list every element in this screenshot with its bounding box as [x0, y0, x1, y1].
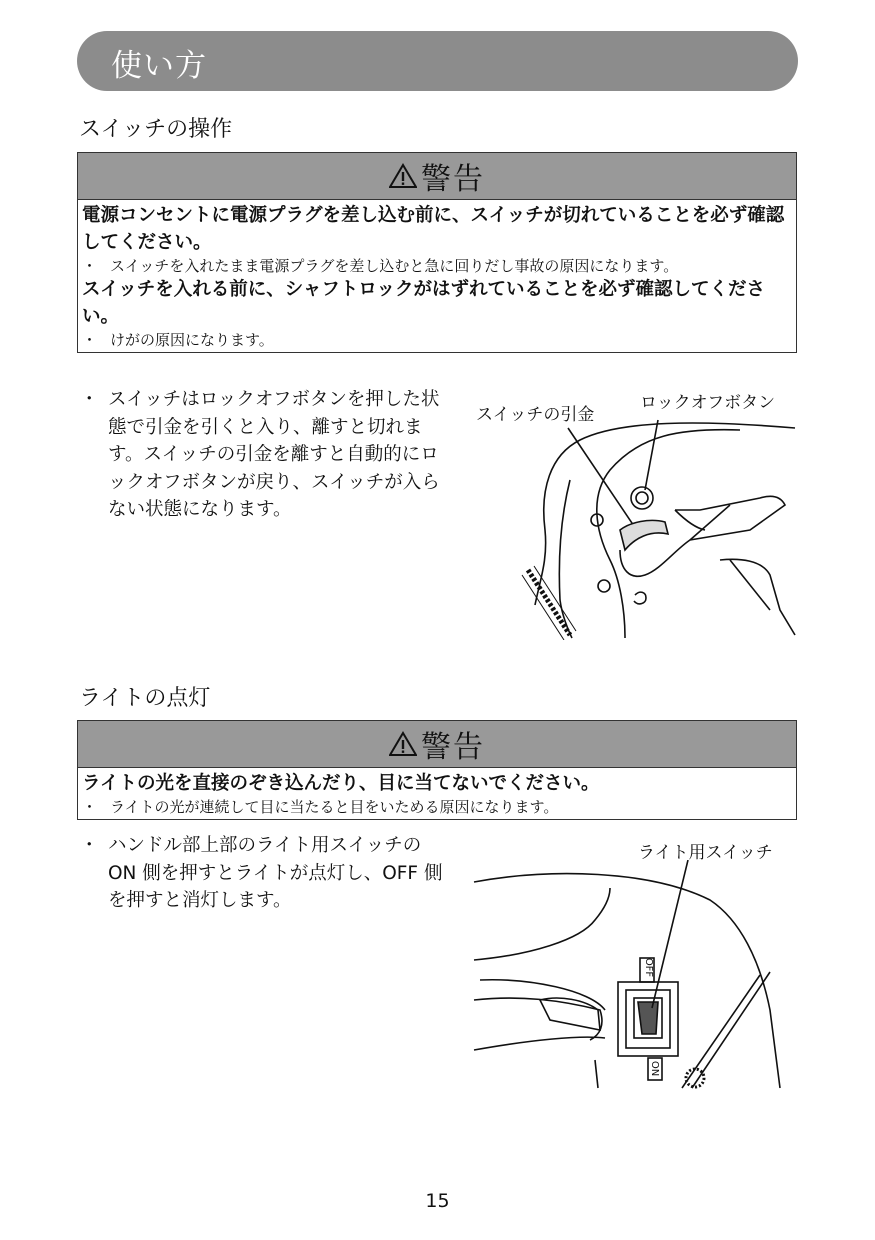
warning-header	[78, 153, 796, 200]
warning-text: ライトの光を直接のぞき込んだり、目に当てないでください。	[82, 773, 600, 794]
page-number: 15	[425, 1190, 450, 1212]
chapter-title: 使い方	[111, 48, 207, 84]
warning-note	[82, 256, 790, 276]
warning-note-text: スイッチを入れたまま電源プラグを差し込むと急に回りだし事故の原因になります。	[110, 257, 679, 275]
warning-box-light	[77, 720, 797, 820]
label-off: OFF	[643, 957, 655, 978]
warning-triangle-icon	[389, 731, 417, 757]
section-title-light: ライトの点灯	[79, 686, 211, 711]
label-lockoff-button: ロックオフボタン	[640, 393, 776, 413]
warning-box-switch	[77, 152, 797, 353]
bullet: ・	[82, 257, 98, 275]
light-instructions-text: ハンドル部上部のライト用スイッチの ON 側を押すとライトが点灯し、OFF 側を押すと消灯します。	[108, 835, 443, 911]
warning-text: 電源コンセントに電源プラグを差し込む前に、スイッチが切れていることを必ず確認してください。	[82, 205, 785, 253]
warning-heading: 警告	[421, 730, 485, 765]
switch-figure	[500, 410, 800, 640]
light-switch-figure	[470, 860, 790, 1090]
bullet: ・	[80, 389, 99, 410]
switch-instructions	[80, 386, 452, 524]
label-light-switch: ライト用スイッチ	[638, 843, 773, 863]
chapter-title-bar	[77, 31, 798, 91]
warning-note-text: ライトの光が連続して目に当たると目をいためる原因になります。	[110, 798, 559, 816]
warning-text: スイッチを入れる前に、シャフトロックがはずれていることを必ず確認してください。	[82, 279, 766, 327]
warning-note-text: けがの原因になります。	[110, 331, 274, 349]
warning-heading: 警告	[421, 162, 485, 197]
warning-note	[82, 330, 790, 350]
switch-instructions-text: スイッチはロックオフボタンを押した状態で引金を引くと入り、離すと切れます。スイッチの引金を離すと自動的にロックオフボタンが戻り、スイッチが入らない状態になります。	[108, 389, 440, 520]
bullet: ・	[82, 798, 98, 816]
warning-note	[82, 797, 790, 817]
warning-triangle-icon	[389, 163, 417, 189]
section-title-switch: スイッチの操作	[79, 117, 233, 142]
bullet: ・	[82, 331, 98, 349]
light-instructions	[80, 832, 452, 915]
warning-header	[78, 721, 796, 768]
bullet: ・	[80, 835, 99, 856]
label-on: ON	[649, 1060, 661, 1077]
label-trigger: スイッチの引金	[476, 405, 595, 425]
